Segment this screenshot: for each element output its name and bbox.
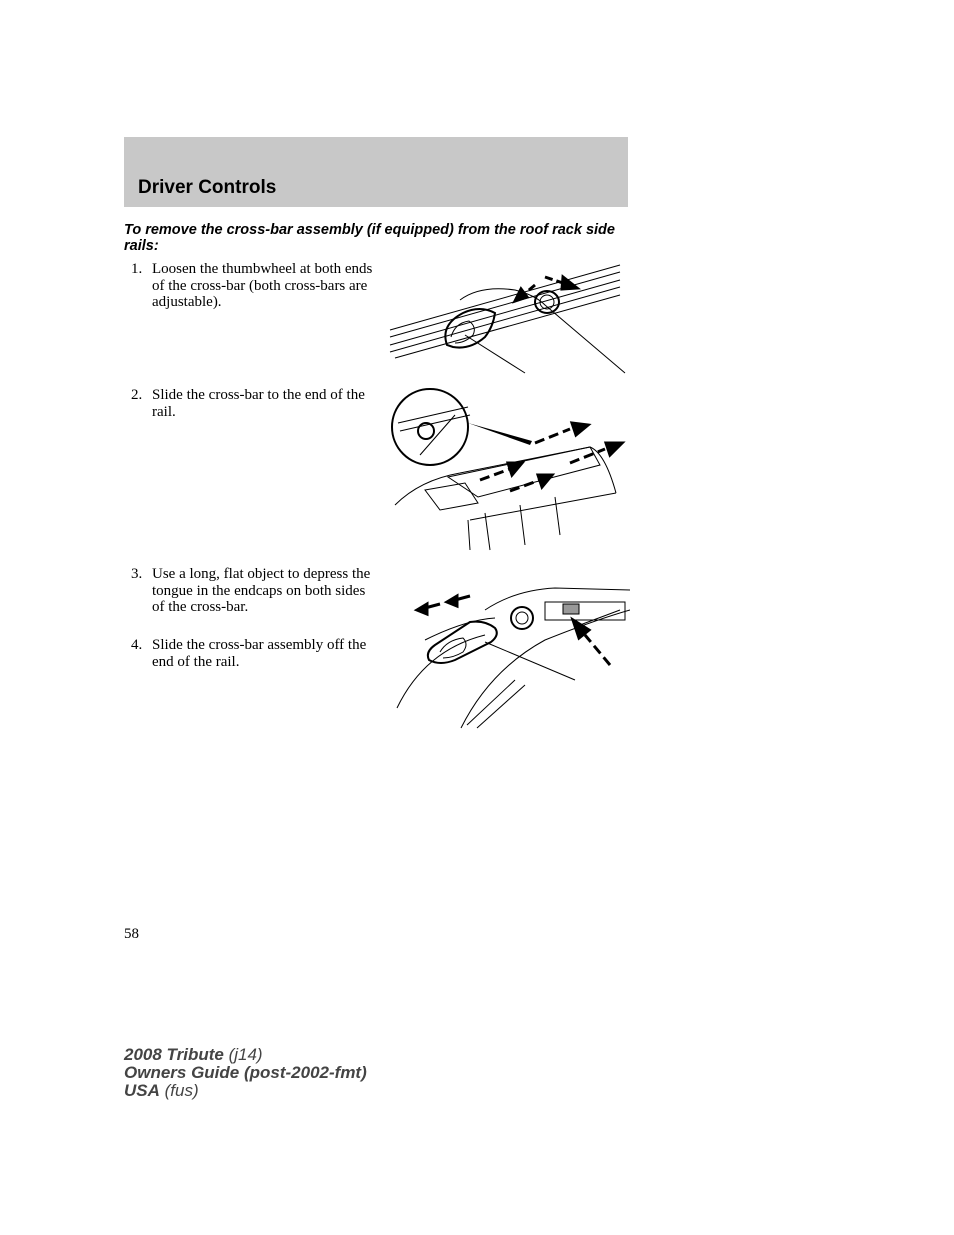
footer-line-2: Owners Guide (post-2002-fmt)	[124, 1063, 367, 1082]
step-number: 2.	[131, 387, 143, 403]
thumbwheel-loosen-illustration	[385, 255, 630, 380]
section-title: Driver Controls	[138, 177, 277, 198]
step-text: Slide the cross-bar to the end of the rail.	[152, 387, 365, 420]
step-text: Use a long, flat object to depress the tongue in the endcaps on both sides of the cross-bar.	[152, 566, 371, 615]
footer-model: 2008 Tribute	[124, 1045, 224, 1064]
footer-line-1	[124, 1046, 367, 1064]
step-number: 4.	[131, 637, 143, 653]
document-footer	[124, 1046, 367, 1100]
step-text: Loosen the thumbwheel at both ends of the cross-bar (both cross-bars are adjustable).	[152, 261, 373, 310]
footer-market-code: (fus)	[159, 1081, 199, 1100]
step-text: Slide the cross-bar assembly off the end of the rail.	[152, 637, 367, 670]
page-number: 58	[124, 926, 139, 942]
footer-market: USA	[124, 1081, 160, 1100]
footer-model-code: (j14)	[223, 1045, 263, 1064]
endcap-tongue-illustration	[395, 580, 630, 730]
footer-line-3	[124, 1082, 367, 1100]
step-number: 3.	[131, 566, 143, 582]
section-header	[124, 137, 628, 207]
intro-heading: To remove the cross-bar assembly (if equipped) from the roof rack side rails:	[124, 222, 615, 254]
crossbar-slide-illustration	[390, 385, 630, 555]
step-number: 1.	[131, 261, 143, 277]
